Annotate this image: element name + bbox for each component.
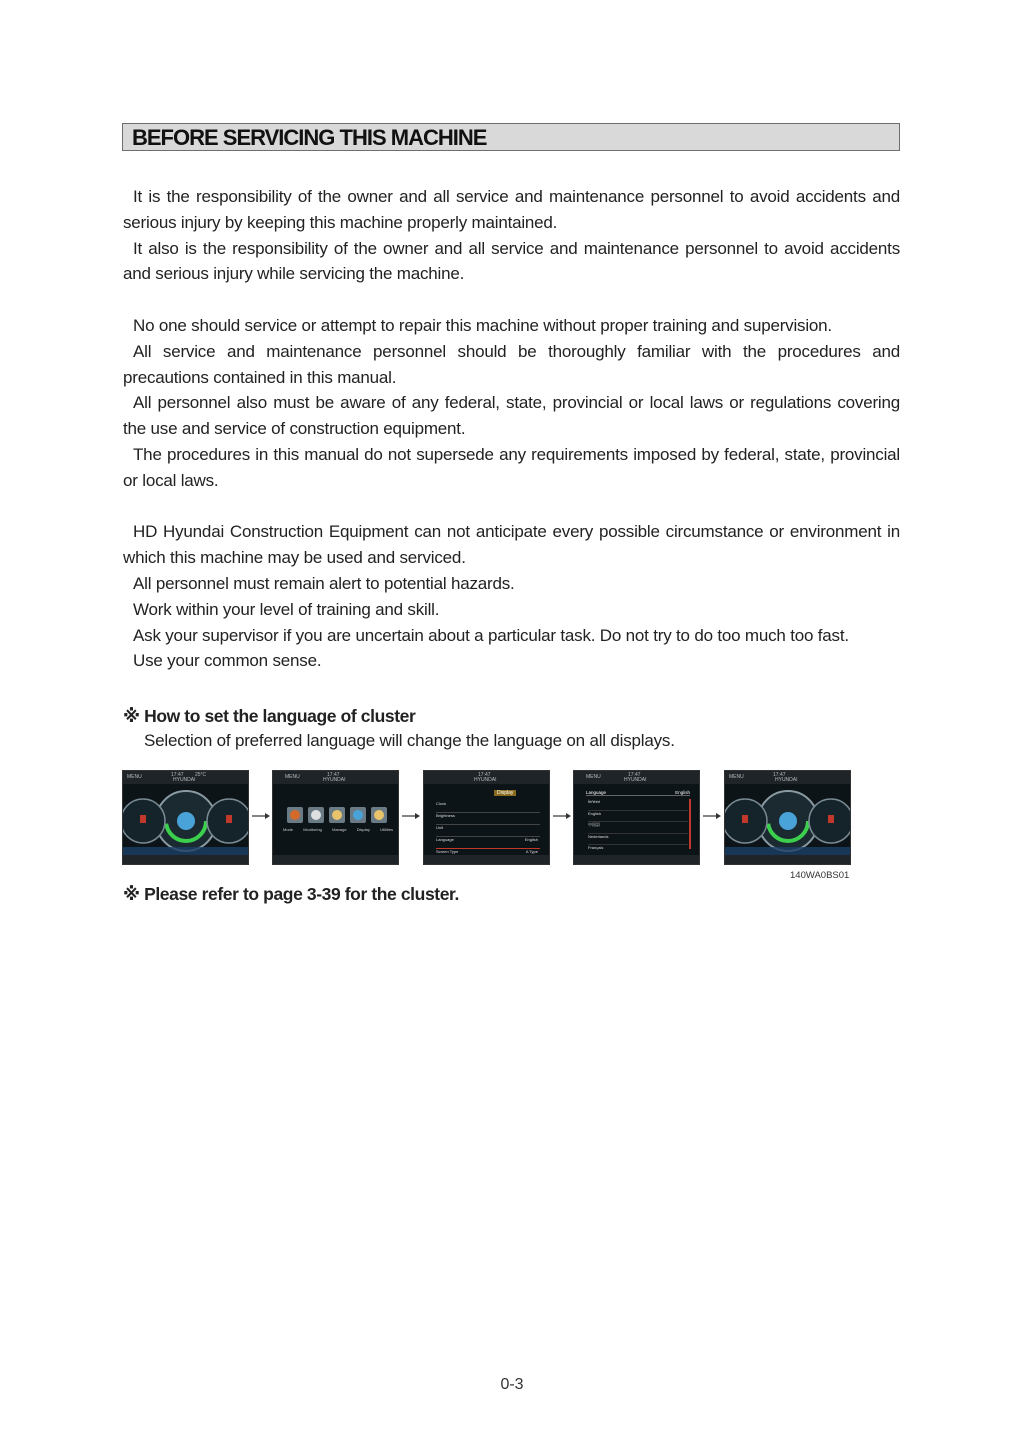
section-title-bar: [122, 123, 900, 151]
display-row: Screen Type: [436, 849, 459, 854]
brand-label: HYUNDAI: [173, 777, 196, 783]
page-number: 0-3: [500, 1376, 524, 1393]
brand-label: HYUNDAI: [323, 777, 346, 783]
body-text: [123, 184, 900, 674]
menu-item-label: Mode: [283, 827, 294, 832]
paragraph: All service and maintenance personnel should be thoroughly familiar with the procedures and precautions contained in this manual.: [123, 341, 900, 387]
arrow-icon: [553, 813, 571, 819]
paragraph: It also is the responsibility of the owner and all service and maintenance personnel to avoid accidents and serious injury while servicing the machine.: [123, 238, 900, 284]
paragraph: It is the responsibility of the owner and all service and maintenance personnel to avoid accidents and serious injury by keeping this machine properly maintained.: [123, 187, 900, 232]
brand-label: HYUNDAI: [474, 777, 497, 783]
gauge-cluster-icon: [725, 771, 851, 865]
brand-label: HYUNDAI: [775, 777, 798, 783]
page-title: BEFORE SERVICING THIS MACHINE: [132, 125, 487, 150]
clock-readout: 17:47: [628, 772, 641, 778]
menu-label: MENU: [285, 774, 300, 780]
paragraph: Use your common sense.: [133, 651, 322, 671]
language-option: 中国語: [588, 822, 688, 834]
paragraph: Work within your level of training and skill.: [133, 599, 440, 619]
language-title: Language: [586, 790, 607, 795]
menu-label: MENU: [729, 774, 744, 780]
display-row: Unit: [436, 825, 540, 837]
clock-readout: 17:47: [327, 772, 340, 778]
cluster-screen-display: [423, 770, 550, 865]
display-row: Brightness: [436, 813, 540, 825]
display-row: Language: [436, 837, 454, 842]
paragraph: No one should service or attempt to repair this machine without proper training and supervision.: [133, 315, 832, 335]
menu-item-label: Manage: [332, 827, 347, 832]
gauge-cluster-icon: [123, 771, 249, 865]
display-row-value: A Type: [525, 849, 538, 854]
arrow-icon: [703, 813, 721, 819]
footnote: ※ Please refer to page 3-39 for the cluster.: [123, 884, 459, 904]
display-title: Display: [494, 790, 516, 796]
paragraph: All personnel must remain alert to potential hazards.: [133, 573, 515, 593]
cluster-screen-menu: [272, 770, 399, 865]
menu-item-label: Monitoring: [303, 827, 322, 832]
note-text: Selection of preferred language will change the language on all displays.: [144, 731, 675, 750]
paragraph: Ask your supervisor if you are uncertain about a particular task. Do not try to do too much too fast.: [133, 625, 849, 645]
clock-readout: 17:47: [773, 772, 786, 778]
language-option: Nederlands: [588, 834, 688, 846]
clock-readout: 17:47: [478, 772, 491, 778]
language-option: Ìëñêèé: [588, 799, 688, 811]
language-option: Français: [588, 845, 604, 850]
scrollbar: [689, 799, 691, 849]
display-row: Clock: [436, 801, 540, 813]
paragraph: All personnel also must be aware of any federal, state, provincial or local laws or regulations covering the use and service of construction equipment.: [123, 393, 900, 439]
menu-item-label: Display: [356, 827, 370, 832]
language-current: English: [675, 790, 690, 795]
language-option: English: [588, 811, 688, 823]
paragraph: HD Hyundai Construction Equipment can not anticipate every possible circumstance or environment in which this machine may be used and serviced.: [123, 522, 900, 568]
menu-label: MENU: [127, 774, 142, 780]
brand-label: HYUNDAI: [624, 777, 647, 783]
paragraph: The procedures in this manual do not supersede any requirements imposed by federal, state, provincial or local laws.: [123, 444, 900, 490]
cluster-screen-main: [122, 770, 249, 865]
menu-item-label: Utilities: [380, 827, 393, 832]
cluster-screenshots: [0, 770, 1024, 870]
figure-code: 140WA0BS01: [790, 870, 850, 881]
menu-icons: [273, 771, 399, 865]
note-heading: ※ How to set the language of cluster: [123, 706, 416, 726]
menu-label: MENU: [586, 774, 601, 780]
temperature-readout: 25°C: [195, 772, 207, 778]
display-row-value: English: [524, 837, 538, 842]
arrow-icon: [252, 813, 270, 819]
cluster-screen-main-final: [724, 770, 851, 865]
arrow-icon: [402, 813, 420, 819]
cluster-screen-language: [573, 770, 700, 865]
clock-readout: 17:47: [171, 772, 184, 778]
